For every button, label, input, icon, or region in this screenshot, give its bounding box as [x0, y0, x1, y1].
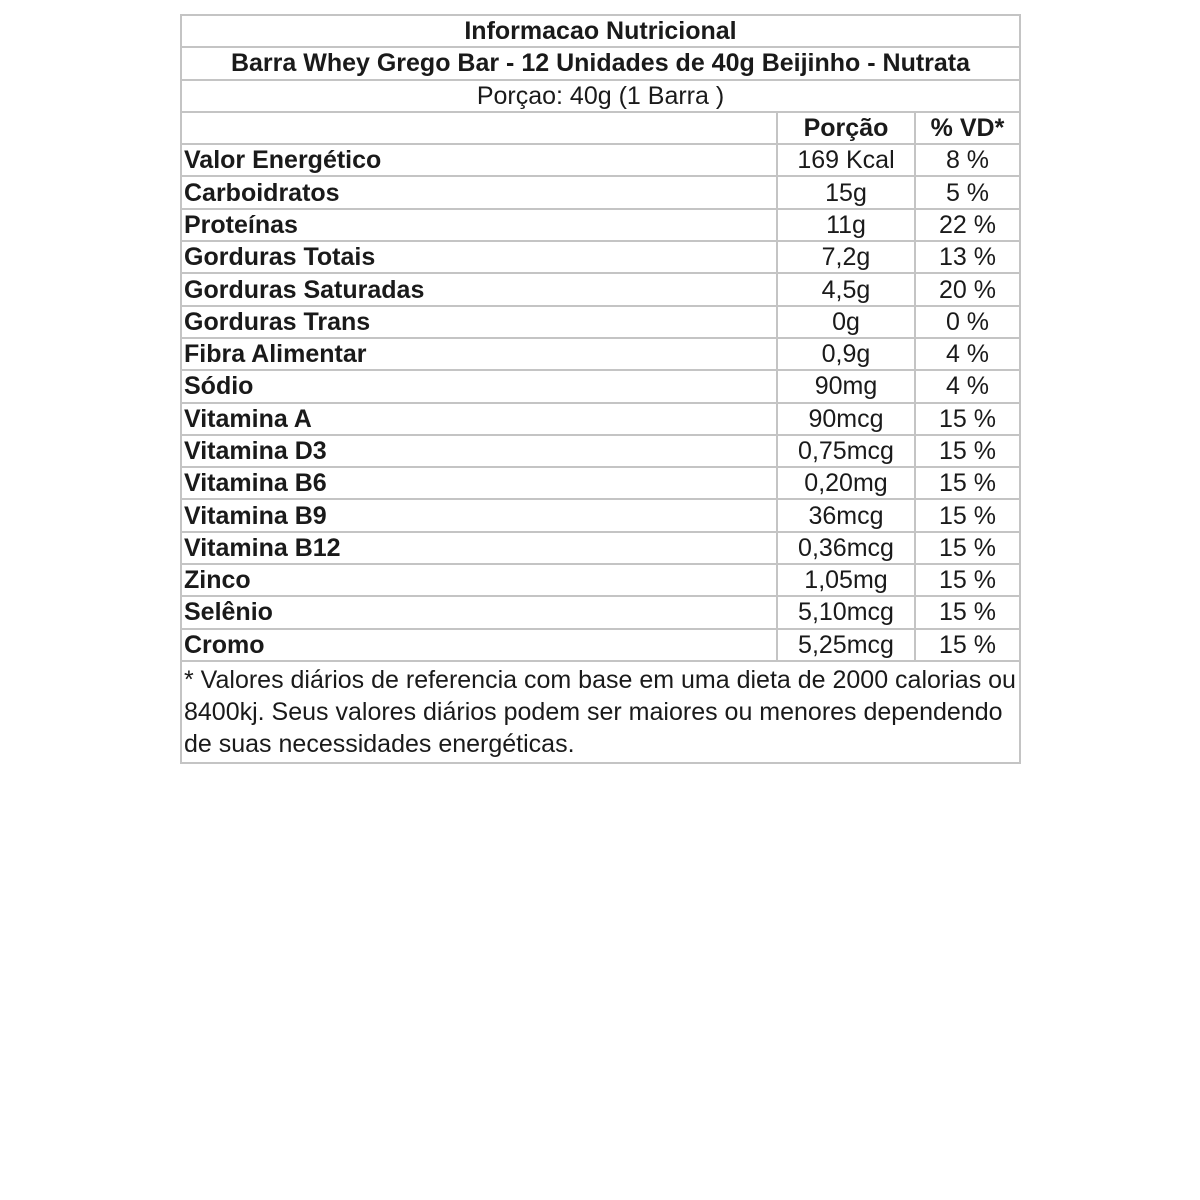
- nutrient-name: Proteínas: [181, 209, 777, 241]
- product-row: [181, 47, 1020, 79]
- nutrient-portion: 7,2g: [777, 241, 915, 273]
- nutrient-portion: 90mg: [777, 370, 915, 402]
- nutrient-portion: 1,05mg: [777, 564, 915, 596]
- nutrient-portion: 169 Kcal: [777, 144, 915, 176]
- serving-size: Porçao: 40g (1 Barra ): [181, 80, 1020, 112]
- nutrient-daily-value: 15 %: [915, 499, 1020, 531]
- nutrition-facts-panel: [180, 14, 1019, 764]
- nutrient-daily-value: 15 %: [915, 403, 1020, 435]
- title-row: [181, 15, 1020, 47]
- table-row: [181, 403, 1020, 435]
- column-header-portion: Porção: [777, 112, 915, 144]
- nutrient-portion: 0,36mcg: [777, 532, 915, 564]
- nutrient-daily-value: 20 %: [915, 273, 1020, 305]
- nutrient-name: Fibra Alimentar: [181, 338, 777, 370]
- nutrient-portion: 15g: [777, 176, 915, 208]
- table-row: [181, 338, 1020, 370]
- nutrient-daily-value: 13 %: [915, 241, 1020, 273]
- nutrient-name: Gorduras Trans: [181, 306, 777, 338]
- table-row: [181, 564, 1020, 596]
- column-header-name: [181, 112, 777, 144]
- nutrient-portion: 90mcg: [777, 403, 915, 435]
- nutrient-name: Vitamina B6: [181, 467, 777, 499]
- table-row: [181, 629, 1020, 661]
- table-row: [181, 144, 1020, 176]
- nutrient-portion: 36mcg: [777, 499, 915, 531]
- nutrient-name: Valor Energético: [181, 144, 777, 176]
- table-row: [181, 176, 1020, 208]
- nutrient-daily-value: 15 %: [915, 532, 1020, 564]
- nutrient-portion: 4,5g: [777, 273, 915, 305]
- table-row: [181, 499, 1020, 531]
- nutrient-name: Gorduras Saturadas: [181, 273, 777, 305]
- nutrient-name: Vitamina D3: [181, 435, 777, 467]
- nutrition-table: [180, 14, 1021, 764]
- nutrient-daily-value: 15 %: [915, 629, 1020, 661]
- table-row: [181, 467, 1020, 499]
- product-name: Barra Whey Grego Bar - 12 Unidades de 40g Beijinho - Nutrata: [181, 47, 1020, 79]
- nutrient-portion: 0,20mg: [777, 467, 915, 499]
- footnote-text: * Valores diários de referencia com base em uma dieta de 2000 calorias ou 8400kj. Seus valores diários podem ser maiores ou menores dependendo de suas necessidades energéticas.: [184, 665, 1016, 758]
- nutrient-name: Carboidratos: [181, 176, 777, 208]
- nutrient-name: Vitamina A: [181, 403, 777, 435]
- table-row: [181, 209, 1020, 241]
- nutrient-daily-value: 22 %: [915, 209, 1020, 241]
- serving-row: [181, 80, 1020, 112]
- table-row: [181, 370, 1020, 402]
- nutrient-daily-value: 15 %: [915, 596, 1020, 628]
- nutrient-daily-value: 15 %: [915, 467, 1020, 499]
- nutrient-name: Zinco: [181, 564, 777, 596]
- nutrient-portion: 0,9g: [777, 338, 915, 370]
- nutrient-portion: 5,25mcg: [777, 629, 915, 661]
- nutrient-name: Gorduras Totais: [181, 241, 777, 273]
- table-row: [181, 241, 1020, 273]
- nutrient-portion: 11g: [777, 209, 915, 241]
- nutrient-portion: 5,10mcg: [777, 596, 915, 628]
- table-row: [181, 532, 1020, 564]
- footnote: [181, 661, 1020, 763]
- table-row: [181, 596, 1020, 628]
- footnote-row: [181, 661, 1020, 763]
- nutrient-name: Vitamina B9: [181, 499, 777, 531]
- nutrient-name: Sódio: [181, 370, 777, 402]
- nutrient-portion: 0g: [777, 306, 915, 338]
- nutrient-daily-value: 4 %: [915, 338, 1020, 370]
- table-title: Informacao Nutricional: [181, 15, 1020, 47]
- nutrient-daily-value: 15 %: [915, 564, 1020, 596]
- table-row: [181, 306, 1020, 338]
- column-header-vd: % VD*: [915, 112, 1020, 144]
- nutrient-daily-value: 8 %: [915, 144, 1020, 176]
- nutrient-name: Cromo: [181, 629, 777, 661]
- nutrient-name: Vitamina B12: [181, 532, 777, 564]
- table-row: [181, 273, 1020, 305]
- table-row: [181, 435, 1020, 467]
- nutrient-daily-value: 15 %: [915, 435, 1020, 467]
- nutrient-daily-value: 5 %: [915, 176, 1020, 208]
- nutrient-name: Selênio: [181, 596, 777, 628]
- nutrient-daily-value: 4 %: [915, 370, 1020, 402]
- nutrient-portion: 0,75mcg: [777, 435, 915, 467]
- nutrient-daily-value: 0 %: [915, 306, 1020, 338]
- column-header-row: [181, 112, 1020, 144]
